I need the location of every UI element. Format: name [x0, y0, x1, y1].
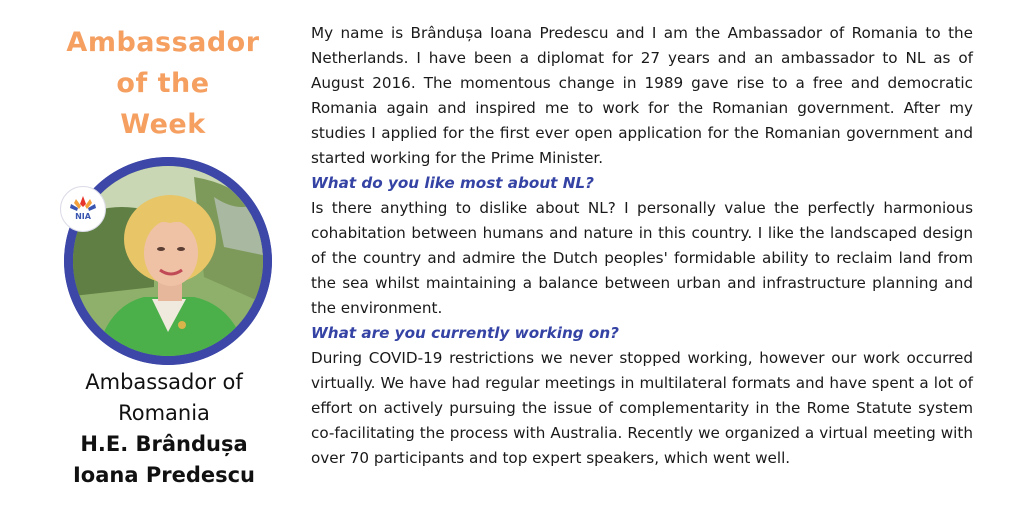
- caption-role-line-1: Ambassador of: [85, 370, 243, 394]
- caption-role-line-2: Romania: [118, 401, 210, 425]
- question-2: What are you currently working on?: [311, 324, 619, 342]
- heading-line-1: Ambassador: [66, 27, 260, 58]
- answer-2: During COVID-19 restrictions we never stopped working, however our work occurred virtually. We have had regular meetings in multilateral formats and have spent a lot of effort on actively pursuing the issue of complementarity in the Rome Statute system co-facilitating the process with Australia. Recently we organized a virtual meeting with over 70 participants and top expert speakers, which went well.: [311, 349, 973, 467]
- answer-1: Is there anything to dislike about NL? I personally value the perfectly harmonious cohabitation between humans and nature in this country. I like the landscaped design of the country and admire the Dutch peoples' formidable ability to reclaim land from the sea whilst maintaining a balance between urban and infrastructure planning and the environment.: [311, 199, 973, 317]
- intro-paragraph: My name is Brândușa Ioana Predescu and I am the Ambassador of Romania to the Netherlands. I have been a diplomat for 27 years and an ambassador to NL as of August 2016. The momentous change in 1989 gave rise to a free and democratic Romania again and inspired me to work for the Romanian government. After my studies I applied for the first ever open application for the Romanian government and started working for the Prime Minister.: [311, 24, 973, 167]
- ambassador-caption: [40, 367, 288, 491]
- interview-article: [311, 21, 973, 471]
- caption-name-line-1: H.E. Brândușa: [80, 432, 248, 456]
- organization-badge: [60, 186, 106, 232]
- caption-name-line-2: Ioana Predescu: [72, 463, 255, 487]
- organization-logo-icon: [61, 187, 105, 231]
- page-heading: [52, 22, 274, 145]
- heading-line-2: of the: [116, 68, 210, 99]
- svg-text:NIA: NIA: [75, 212, 91, 221]
- heading-line-3: Week: [120, 109, 206, 140]
- question-1: What do you like most about NL?: [311, 174, 594, 192]
